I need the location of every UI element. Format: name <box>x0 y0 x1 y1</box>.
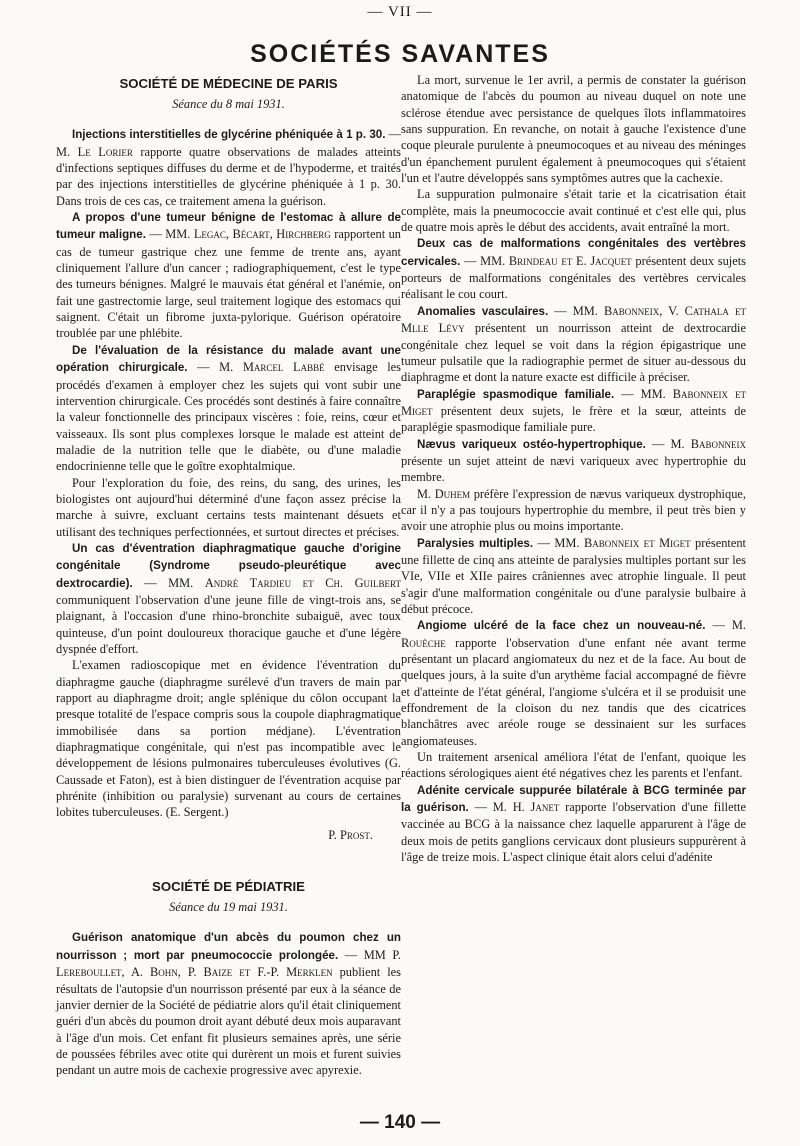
article-heading: Angiome ulcéré de la face chez un nouveau-né. <box>417 619 706 633</box>
author-name: Rouèche <box>401 635 446 650</box>
article-adenite: Adénite cervicale suppurée bilatérale à BCG terminée par la guérison. — M. H. Janet rapporte l'observation d'une fillette vaccinée au BCG à la naissance chez laquelle apparurent à l'âge de deux mois de petits ganglions cervicaux dont plusieurs suppurèrent à l'âge de treize mois. L'aspect clinique était alors celui d'adénite <box>401 783 746 865</box>
article-heading: Guérison anatomique d'un abcès du poumon chez un nourrisson ; mort par pneumococcie prolongée. <box>56 931 401 962</box>
author-name: Marcel Labbé <box>242 360 325 375</box>
author-name: Le Lorier <box>77 144 133 159</box>
roman-page-marker: — VII — <box>367 4 433 20</box>
article-heading: Nævus variqueux ostéo-hypertrophique. <box>417 437 646 451</box>
paragraph: Pour l'exploration du foie, des reins, du sang, des urines, les biologistes ont aujourd'hui déterminé d'une façon assez précise la marche à suivre, excluant certains tests maintenant désuets et utilisant des techniques perfectionnées, et surtout directes et précises. <box>56 475 401 539</box>
paragraph: Un traitement arsenical améliora l'état de l'enfant, quoique les réactions sérologiques aient été négatives chez les parents et l'enfant. <box>401 750 746 781</box>
article-heading: De l'évaluation de la résistance du malade avant une opération chirurgicale. <box>56 343 401 375</box>
section-date-medecine: Séance du 8 mai 1931. <box>172 97 285 111</box>
author-name: Legac, Bécart, Hirchberg <box>193 227 331 242</box>
article-tumeur-estomac: A propos d'une tumeur bénigne de l'estomac à allure de tumeur maligne. — MM. Legac, Bécart, Hirchberg rapportent un cas de tumeur gastrique chez une femme de trente ans, ayant cliniquement l'allure d'un cancer ; radiographiquement, c'est le type des tumeurs bénignes. Malgré le mauvais état général et l'anémie, on fait une gastrectomie large, seul traitement logique des estomacs qui saignent. C'était un fibrome juxta-pylorique. Guérison opératoire troublée par une phlébite. <box>56 211 401 341</box>
article-anomalies-vasculaires: Anomalies vasculaires. — MM. Babonneix, V. Cathala et Mlle Lévy présentent un nourrisson atteint de dextrocardie congénitale chez lequel se voit dans la région épigastrique une tumeur pulsatile que la radiographie permet de situer au-dessous du diaphragme et dont la nature exacte est difficile à préciser. <box>401 303 746 385</box>
section-date-pediatrie: Séance du 19 mai 1931. <box>169 900 288 915</box>
author-name: Janet <box>530 800 560 815</box>
article-paraplegie: Paraplégie spasmodique familiale. — MM. Babonneix et Miget présentent deux sujets, le frère et la sœur, atteints de paraplégie spasmodique familiale pure. <box>401 386 746 435</box>
left-column <box>56 70 401 1079</box>
author-name: Babonneix, V. Cathala et Mlle Lévy <box>401 303 746 336</box>
page-number: — 140 — <box>359 1112 441 1133</box>
article-malformations-vertebres: Deux cas de malformations congénitales des vertèbres cervicales. — MM. Brindeau et E. Jacquet présentent deux sujets porteurs de malformations congénitales des vertèbres cervicales réalisant le cou court. <box>401 237 746 302</box>
article-heading: A propos d'une tumeur bénigne de l'estomac à allure de tumeur maligne. <box>56 211 401 242</box>
article-heading: Paralysies multiples. <box>417 536 534 550</box>
author-name: Brindeau et E. Jacquet <box>508 253 632 268</box>
article-heading: Anomalies vasculaires. <box>417 304 549 318</box>
signature: P. Prost. <box>328 827 373 842</box>
article-heading: Paraplégie spasmodique familiale. <box>417 387 615 401</box>
article-angiome: Angiome ulcéré de la face chez un nouveau-né. — M. Rouèche rapporte l'observation d'une enfant née avant terme présentant un placard angiomateux du nez et de la face. Au bout de quelques jours, à la suite d'un arythème facial accompagné de fièvre et d'atteinte de l'état général, l'angiome s'ulcéra et il se produisit une effondrement de la cloison du nez tandis que des cicatrices blanchâtres avec aréole rouge se dessinaient sur les surfaces angiomateuses. <box>401 618 746 748</box>
article-glycerine: Injections interstitielles de glycérine phéniquée à 1 p. 30. — M. Le Lorier rapporte quatre observations de malades atteints d'infections septiques diffuses du derme et de l'hypoderme, et traités par des injections interstitielles de glycérine phéniquée à 1 p. 30. Dans trois de ces cas, ce traitement amena la guérison. <box>56 127 401 208</box>
paragraph: La mort, survenue le 1er avril, a permis de constater la guérison anatomique de l'abcès du poumon au niveau duquel on note une sclérose étendue avec persistance de quelques îlots inflammatoires sans suppuration. En revanche, on notait à gauche l'existence d'une coque pleurale purulente à pneumocoques et au niveau des méninges d'un épanchement purulent également à pneumocoques qui s'étaient l'un et l'autre développés sans symptômes autres que la cachexie. <box>401 73 746 186</box>
author-name: Duhem <box>434 486 471 501</box>
article-paralysies: Paralysies multiples. — MM. Babonneix et Miget présentent une fillette de cinq ans atteinte de paralysies multiples portant sur les VIe, VIIe et XIIe paires crâniennes avec atrophie linguale. Il peut s'agir d'une malformation congénitale ou d'une paralysie bulbaire à début précoce. <box>401 535 746 616</box>
article-eventration: Un cas d'éventration diaphragmatique gauche d'origine congénitale (Syndrome pseudo-pleurétique avec dextrocardie). — MM. André Tardieu et Ch. Guilbert communiquent l'observation d'une jeune fille de vingt-trois ans, se plaignant, à l'occasion d'une rhino-bronchite subaiguë, avec toux quinteuse, d'un point douloureux thoracique gauche et d'une légère dyspnée d'effort. <box>56 541 401 656</box>
section-title-medecine: SOCIÉTÉ DE MÉDECINE DE PARIS <box>119 76 338 91</box>
author-name: Babonneix <box>690 436 746 451</box>
article-resistance-malade: De l'évaluation de la résistance du malade avant une opération chirurgicale. — M. Marcel Labbé envisage les procédés d'examen à employer chez les sujets qui vont subir une intervention chirurgicale. Ces procédés sont destinés à faire connaître la valeur fonctionnelle des principaux viscères : foie, reins, cœur et vaisseaux. Ils sont plus complexes lorsque le malade est atteint de maladie de la nutrition telle que le diabète, ou d'une maladie endocrinienne telle que le goître exophtalmique. <box>56 343 401 474</box>
article-naevus: Nævus variqueux ostéo-hypertrophique. — M. Babonneix présente un sujet atteint de nævi variqueux avec hypertrophie du membre. <box>401 436 746 485</box>
paragraph: M. Duhem préfère l'expression de nævus variqueux dystrophique, car il n'y a pas toujours hypertrophie du membre, il peut très bien y avoir une atrophie plus ou moins importante. <box>401 486 746 534</box>
author-name: André Tardieu et Ch. Guilbert <box>204 575 401 590</box>
article-heading: Injections interstitielles de glycérine phéniquée à 1 p. 30. <box>72 128 386 142</box>
section-title-pediatrie: SOCIÉTÉ DE PÉDIATRIE <box>152 879 305 895</box>
article-heading: Deux cas de malformations congénitales des vertèbres cervicales. <box>401 237 746 268</box>
author-name: P. Lereboullet, A. Bohn, P. Baize et F.-P. Merklen <box>56 947 402 980</box>
article-heading: Adénite cervicale suppurée bilatérale à BCG terminée par la guérison. <box>401 783 746 815</box>
article-heading: Un cas d'éventration diaphragmatique gauche d'origine congénitale (Syndrome pseudo-pleurétique avec dextrocardie). <box>56 541 401 590</box>
author-name: Babonneix et Miget <box>401 386 746 418</box>
page-title: SOCIÉTÉS SAVANTES <box>250 40 550 68</box>
right-column <box>401 72 746 866</box>
paragraph: La suppuration pulmonaire s'était tarie et la cicatrisation était complète, mais la pneumococcie avait continué et c'est elle qui, plus de quatre mois après le début des accidents, avait entraîné la mort. <box>401 187 746 235</box>
paragraph: L'examen radioscopique met en évidence l'éventration du diaphragme gauche (diaphragme surélevé d'un travers de main par rapport au diaphragme droit; angle splénique du côlon occupant la presque totalité de l'espace compris sous la coupole diaphragmatique immobilisée dans sa portion médjane). L'éventration diaphragmatique congénitale, qui n'est pas incompatible avec le développement de lésions pulmonaires tuberculeuses évolutives (G. Caussade et Faton), est à bien distinguer de l'éventration acquise par phrénite (inhibition ou paralysie) survenant au cours de certaines lobites tuberculeuses. (E. Sergent.) <box>56 658 401 820</box>
article-abces-poumon: Guérison anatomique d'un abcès du poumon chez un nourrisson ; mort par pneumococcie prolongée. — MM P. Lereboullet, A. Bohn, P. Baize et F.-P. Merklen publient les résultats de l'autopsie d'un nourrisson présenté par eux à la séance de janvier dernier de la Société de pédiatrie alors qu'il était cliniquement guéri d'un abcès du poumon droit ayant débuté deux mois auparavant à l'âge d'un mois. Cet enfant fit plusieurs semaines après, une série de poussées fébriles avec otite qui durèrent un mois et furent suivies pendant un autre mois de cachexie progressive avec apyrexie. <box>56 931 402 1078</box>
author-name: Babonneix et Miget <box>583 535 691 550</box>
